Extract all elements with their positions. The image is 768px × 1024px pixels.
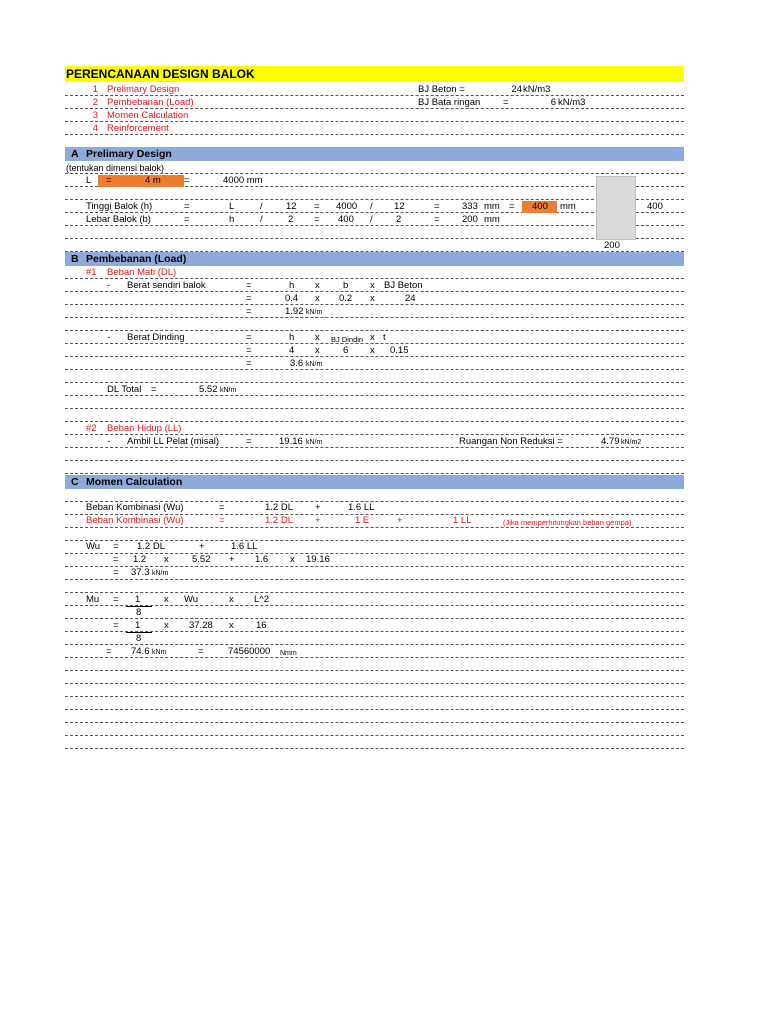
length-label: L xyxy=(86,175,92,186)
section-a-letter: A xyxy=(71,148,79,160)
eq: = xyxy=(246,345,252,356)
unit: kNm xyxy=(152,649,167,656)
unit: kN/m xyxy=(306,361,323,368)
dl-total-label: DL Total xyxy=(107,384,142,395)
eq: = xyxy=(246,358,252,369)
unit: kN/m xyxy=(220,387,237,394)
operator: x xyxy=(315,345,320,356)
wall-weight-label: Berat Dinding xyxy=(127,332,185,343)
term: 1.2 DL xyxy=(265,515,293,526)
bj-bata-unit: kN/m3 xyxy=(558,97,586,108)
width-label: Lebar Balok (b) xyxy=(86,214,151,225)
operand: 5.52 xyxy=(192,554,211,565)
section-c-title: Momen Calculation xyxy=(86,476,183,488)
non-reduction-value: 4.79 xyxy=(601,436,620,447)
eq: = xyxy=(106,646,112,657)
operand: BJ Dindin xyxy=(331,335,364,344)
eq: = xyxy=(246,280,252,291)
operator: x xyxy=(370,345,375,356)
mu-label: Mu xyxy=(86,594,100,605)
bullet: - xyxy=(107,436,111,447)
mu-result-nmm: 74560000 xyxy=(228,646,271,657)
toc-num: 4 xyxy=(92,123,98,134)
beam-height-dimension: 400 xyxy=(647,201,663,212)
dl-number: #1 xyxy=(86,267,97,278)
self-weight-label: Berat sendiri balok xyxy=(127,280,206,291)
operator: x xyxy=(164,594,169,605)
operand: 0.2 xyxy=(339,293,353,304)
operator: x xyxy=(164,554,169,565)
eq: = xyxy=(219,515,225,526)
section-a-note: (tentukan dimensi balok) xyxy=(66,163,165,173)
operator: x xyxy=(370,280,375,291)
term: 1 LL xyxy=(453,515,472,526)
bj-beton-value: 24 xyxy=(511,84,522,95)
eq: = xyxy=(314,214,320,225)
operand: Wu xyxy=(184,594,199,605)
page-title: PERENCANAAN DESIGN BALOK xyxy=(66,67,255,81)
bj-beton-label: BJ Beton = xyxy=(418,84,465,95)
operator: + xyxy=(397,515,403,526)
eq: = xyxy=(184,201,190,212)
dl-label: Beban Mati (DL) xyxy=(107,267,177,278)
operator: / xyxy=(370,214,373,225)
eq: = xyxy=(219,502,225,513)
operand: 19.16 xyxy=(306,554,330,565)
operator: / xyxy=(260,214,263,225)
bullet: - xyxy=(107,332,111,343)
operator: x xyxy=(315,293,320,304)
toc-num: 2 xyxy=(92,97,98,108)
numerator: 1 xyxy=(135,594,141,605)
eq: = xyxy=(509,201,515,212)
term: 1.6 LL xyxy=(348,502,375,513)
operand: 4 xyxy=(289,345,295,356)
eq: = xyxy=(113,554,119,565)
section-b-title: Pembebanan (Load) xyxy=(86,253,187,265)
toc-item-pembebanan[interactable]: Pembebanan (Load) xyxy=(107,97,194,108)
bj-bata-label: BJ Bata ringan xyxy=(418,97,481,108)
operand: 400 xyxy=(338,214,354,225)
operator: + xyxy=(229,554,235,565)
operator: + xyxy=(315,515,321,526)
eq: = xyxy=(113,541,119,552)
operator: / xyxy=(260,201,263,212)
operand: h xyxy=(289,332,295,343)
operator: x xyxy=(370,332,375,343)
operator: x xyxy=(164,620,169,631)
combo-note: (Jika memperhitungkan beban gempa) xyxy=(503,518,632,527)
unit: kN/m xyxy=(152,570,169,577)
operator: x xyxy=(370,293,375,304)
operand: BJ Beton xyxy=(384,280,423,291)
denominator: 8 xyxy=(136,633,142,644)
eq: = xyxy=(113,620,119,631)
ll-label: Beban Hidup (LL) xyxy=(107,423,182,434)
toc-num: 3 xyxy=(92,110,98,121)
dl-total-value: 5.52 xyxy=(199,384,218,395)
operand: 0.4 xyxy=(285,293,299,304)
operand: 24 xyxy=(405,293,416,304)
operand: 6 xyxy=(343,345,349,356)
length-eq: = xyxy=(106,175,112,186)
eq: = xyxy=(198,646,204,657)
unit: mm xyxy=(560,201,576,212)
operator: x xyxy=(290,554,295,565)
operand: t xyxy=(383,332,386,343)
operator: x xyxy=(315,332,320,343)
bj-bata-value: 6 xyxy=(550,97,556,108)
unit: kN/m2 xyxy=(621,439,642,446)
operator: x xyxy=(229,620,234,631)
width-result: 200 xyxy=(462,214,478,225)
toc-item-momen-calculation[interactable]: Momen Calculation xyxy=(107,110,189,121)
operator: + xyxy=(315,502,321,513)
non-reduction-label: Ruangan Non Reduksi = xyxy=(459,436,563,447)
eq: = xyxy=(246,306,252,317)
length-value[interactable]: 4 m xyxy=(145,175,161,186)
unit: mm xyxy=(484,201,500,212)
eq: = xyxy=(113,594,119,605)
operand: 4000 xyxy=(336,201,358,212)
combo-label: Beban Kombinasi (Wu) xyxy=(86,502,184,513)
bullet: - xyxy=(107,280,111,291)
operand: L^2 xyxy=(254,594,270,605)
term: 1.2 DL xyxy=(265,502,293,513)
term: 1.2 DL xyxy=(137,541,165,552)
eq: = xyxy=(246,436,252,447)
bj-bata-eq: = xyxy=(503,97,509,108)
term: 1.6 LL xyxy=(231,541,258,552)
eq: = xyxy=(434,201,440,212)
wu-result: 37.3 xyxy=(131,567,150,578)
operand: 1.6 xyxy=(255,554,269,565)
length-eq-2: = xyxy=(184,175,190,186)
operand: 2 xyxy=(396,214,402,225)
section-b-letter: B xyxy=(71,253,79,265)
eq: = xyxy=(113,567,119,578)
beam-width-dimension: 200 xyxy=(604,240,620,251)
wu-label: Wu xyxy=(86,541,101,552)
beam-cross-section xyxy=(596,176,636,240)
self-weight-result: 1.92 xyxy=(285,306,304,317)
operator: x xyxy=(229,594,234,605)
eq: = xyxy=(184,214,190,225)
numerator: 1 xyxy=(135,620,141,631)
height-chosen[interactable]: 400 xyxy=(532,201,548,212)
operand: h xyxy=(229,214,235,225)
toc-num: 1 xyxy=(92,84,98,95)
unit: kN/m xyxy=(306,309,323,316)
bj-beton-unit: kN/m3 xyxy=(523,84,551,95)
operand: h xyxy=(289,280,295,291)
denominator: 8 xyxy=(136,607,142,618)
mu-result-knm: 74.6 xyxy=(131,646,150,657)
unit: Nmm xyxy=(280,650,297,657)
operator: / xyxy=(370,201,373,212)
toc-item-reinforcement[interactable]: Reinforcement xyxy=(107,123,169,134)
operand: b xyxy=(343,280,349,291)
unit: mm xyxy=(484,214,500,225)
operand: 16 xyxy=(256,620,267,631)
operand: 12 xyxy=(394,201,405,212)
ll-number: #2 xyxy=(86,423,97,434)
term: 1 E xyxy=(355,515,370,526)
eq: = xyxy=(151,384,157,395)
operand: 0.15 xyxy=(390,345,409,356)
length-mm: 4000 mm xyxy=(223,175,263,186)
section-c-letter: C xyxy=(71,476,79,488)
combo-label: Beban Kombinasi (Wu) xyxy=(86,515,184,526)
eq: = xyxy=(246,332,252,343)
operand: 2 xyxy=(288,214,294,225)
unit: kN/m xyxy=(306,439,323,446)
operator: x xyxy=(315,280,320,291)
wall-weight-result: 3.6 xyxy=(290,358,304,369)
eq: = xyxy=(314,201,320,212)
ll-plate-label: Ambil LL Pelat (misal) xyxy=(127,436,220,447)
operator: + xyxy=(199,541,205,552)
operand: L xyxy=(229,201,235,212)
height-label: Tinggi Balok (h) xyxy=(86,201,153,212)
toc-item-prelimary-design[interactable]: Prelimary Design xyxy=(107,84,180,95)
ll-plate-value: 19.16 xyxy=(279,436,303,447)
operand: 1.2 xyxy=(133,554,147,565)
operand: 12 xyxy=(286,201,297,212)
section-a-title: Prelimary Design xyxy=(86,148,172,160)
operand: 37.28 xyxy=(189,620,213,631)
height-result: 333 xyxy=(462,201,478,212)
eq: = xyxy=(246,293,252,304)
eq: = xyxy=(434,214,440,225)
